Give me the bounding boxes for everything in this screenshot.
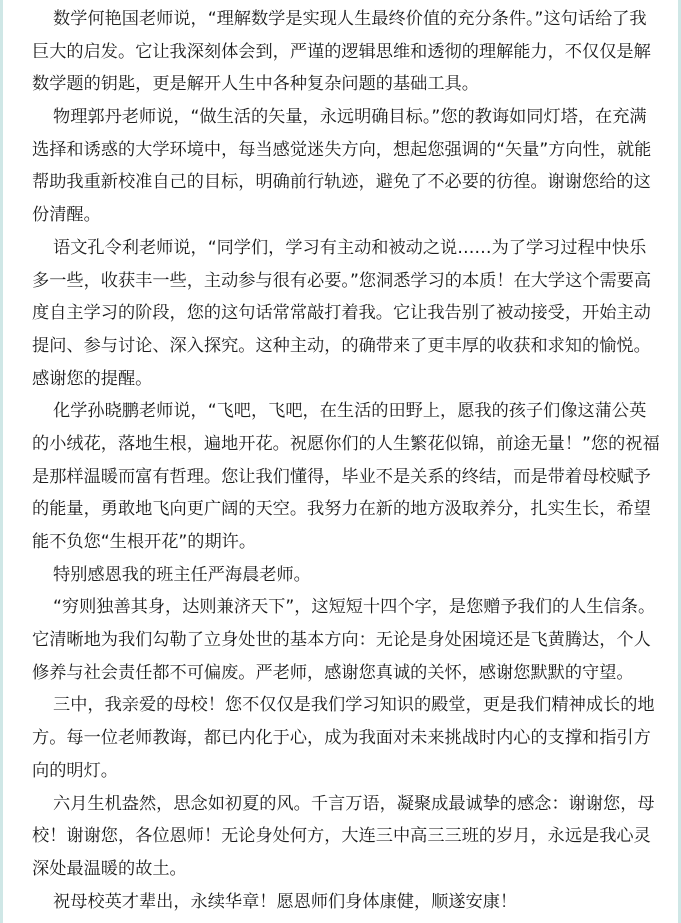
text-line: 感谢您的提醒。 — [32, 368, 153, 389]
text-line: 向的明灯。 — [32, 760, 118, 781]
text-line: 的能量，勇敢地飞向更广阔的天空。我努力在新的地方汲取养分，扎实生长，希望 — [32, 499, 651, 520]
paragraph-june-thanks — [32, 788, 658, 886]
text-line: 化学孙晓鹏老师说，“飞吧，飞吧，在生活的田野上，愿我的孩子们像这蒲公英 — [53, 401, 647, 422]
text-line: 巨大的启发。它让我深刻体会到，严谨的逻辑思维和透彻的理解能力，不仅仅是解 — [32, 41, 651, 62]
paragraph-closing-wishes — [32, 886, 658, 919]
paragraph-chinese-teacher — [32, 232, 658, 395]
text-line: 六月生机盎然，思念如初夏的风。千言万语，凝聚成最诚挚的感念：谢谢您，母 — [53, 793, 655, 814]
text-line: 数学题的钥匙，更是解开人生中各种复杂问题的基础工具。 — [32, 74, 479, 95]
text-line: 方。每一位老师教诲，都已内化于心，成为我面对未来挑战时内心的支撑和指引方 — [32, 728, 651, 749]
text-line: 物理郭丹老师说，“做生活的矢量，永远明确目标。”您的教诲如同灯塔，在充满 — [53, 107, 647, 128]
text-line: 是那样温暖而富有哲理。您让我们懂得，毕业不是关系的终结，而是带着母校赋予 — [32, 466, 651, 487]
text-line: 提问、参与讨论、深入探究。这种主动，的确带来了更丰厚的收获和求知的愉悦。 — [32, 335, 651, 356]
text-line: 帮助我重新校准自己的目标，明确前行轨迹，避免了不必要的彷徨。谢谢您给的这 — [32, 172, 651, 193]
text-line: 它清晰地为我们勾勒了立身处世的基本方向：无论是身处困境还是飞黄腾达，个人 — [32, 630, 651, 651]
paragraph-head-teacher-motto — [32, 591, 658, 689]
text-line: 数学何艳国老师说，“理解数学是实现人生最终价值的充分条件。”这句话给了我 — [53, 9, 647, 29]
text-line: 的小绒花，落地生根，遍地开花。祝愿你们的人生繁花似锦，前途无量！”您的祝福 — [32, 433, 660, 454]
paragraph-alma-mater — [32, 689, 658, 787]
text-line: 多一些，收获丰一些，主动参与很有必要。”您洞悉学习的本质！在大学这个需要高 — [32, 270, 652, 291]
text-line: 深处最温暖的故土。 — [32, 858, 187, 879]
paragraph-chemistry-teacher — [32, 395, 658, 558]
text-line: 语文孔令利老师说，“同学们，学习有主动和被动之说……为了学习过程中快乐 — [53, 237, 647, 258]
text-line: 祝母校英才辈出，永续华章！愿恩师们身体康健，顺遂安康！ — [53, 891, 518, 912]
text-line: 份清醒。 — [32, 205, 101, 226]
text-line: 度自主学习的阶段，您的这句话常常敲打着我。它让我告别了被动接受，开始主动 — [32, 303, 651, 324]
paragraph-physics-teacher — [32, 101, 658, 232]
text-line: 能不负您“生根开花”的期许。 — [32, 532, 257, 552]
text-line: 选择和诱惑的大学环境中，每当感觉迷失方向，想起您强调的“矢量”方向性，就能 — [32, 139, 652, 160]
text-line: “穷则独善其身，达则兼济天下”，这短短十四个字，是您赠予我们的人生信条。 — [53, 597, 656, 618]
paragraph-head-teacher-intro — [32, 559, 658, 592]
text-line: 校！谢谢您，各位恩师！无论身处何方，大连三中高三三班的岁月，永远是我心灵 — [32, 826, 651, 847]
text-line: 特别感恩我的班主任严海晨老师。 — [53, 564, 311, 585]
text-line: 三中，我亲爱的母校！您不仅仅是我们学习知识的殿堂，更是我们精神成长的地 — [53, 695, 655, 716]
text-line: 修养与社会责任都不可偏废。严老师，感谢您真诚的关怀，感谢您默默的守望。 — [32, 662, 634, 683]
paragraph-math-teacher — [32, 3, 658, 101]
document-body — [32, 3, 658, 918]
